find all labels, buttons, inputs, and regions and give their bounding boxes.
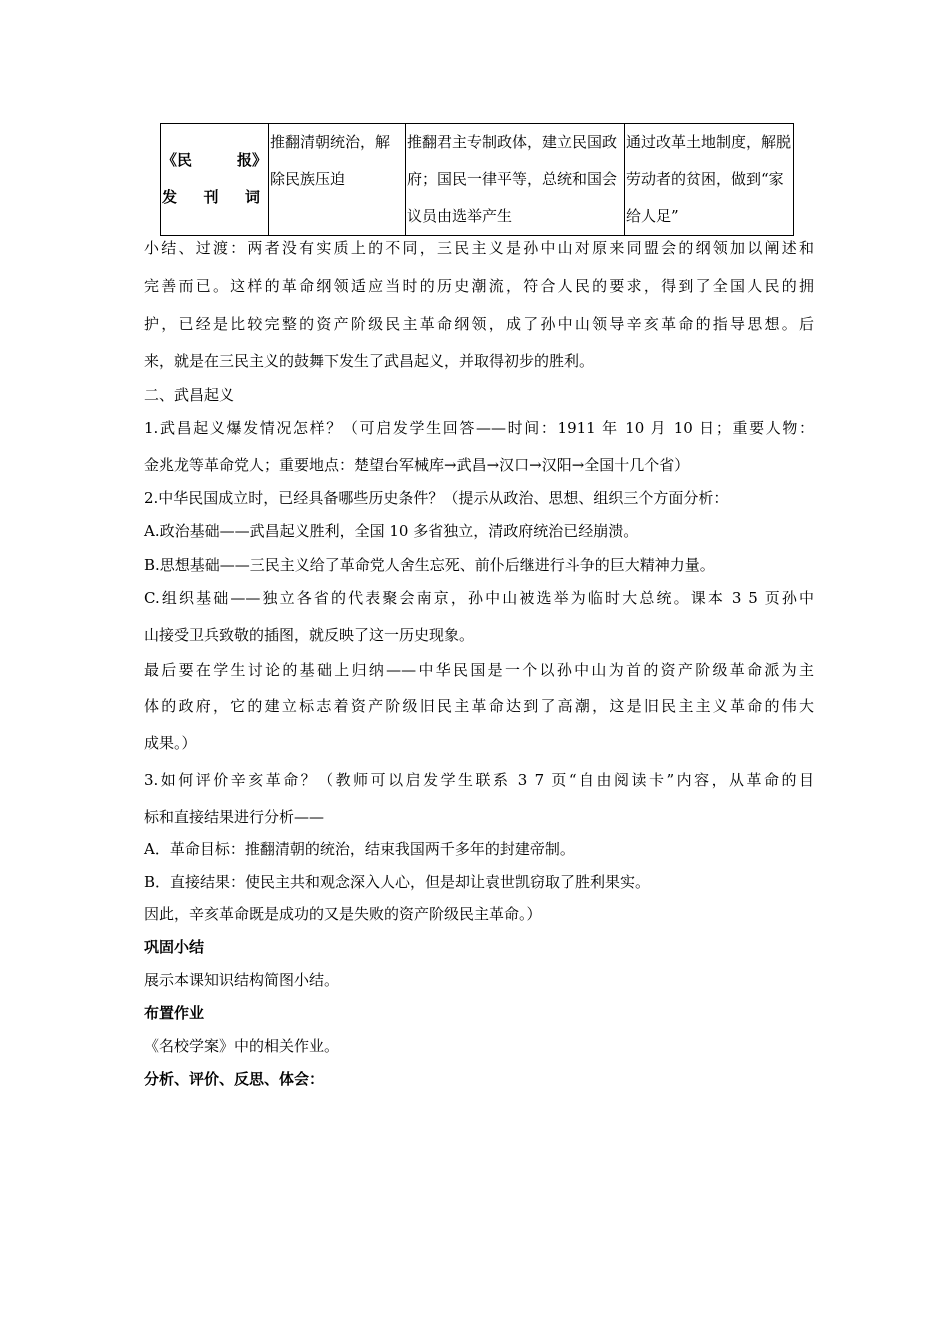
paragraph-line: 来，就是在三民主义的鼓舞下发生了武昌起义，并取得初步的胜利。 — [144, 352, 595, 370]
paragraph-line: 2.中华民国成立时，已经具备哪些历史条件？（提示从政治、思想、组织三个方面分析： — [144, 489, 729, 507]
paragraph-line: 护，已经是比较完整的资产阶级民主革命纲领，成了孙中山领导辛亥革命的指导思想。后 — [144, 315, 814, 333]
paragraph-line: 《名校学案》中的相关作业。 — [144, 1037, 340, 1055]
section-heading: 分析、评价、反思、体会： — [144, 1070, 325, 1088]
section-heading: 巩固小结 — [144, 938, 205, 956]
paragraph-line: B．直接结果：使民主共和观念深入人心，但是却让袁世凯窃取了胜利果实。 — [144, 873, 651, 891]
paragraph-line: 因此，辛亥革命既是成功的又是失败的资产阶级民主革命。） — [144, 905, 542, 923]
table-cell-title — [161, 124, 269, 236]
paragraph-line: 山接受卫兵致敬的插图，就反映了这一历史现象。 — [144, 626, 475, 644]
table-cell-democracy — [406, 124, 625, 236]
paragraph-line: 金兆龙等革命党人；重要地点：楚望台军械库→武昌→汉口→汉阳→全国十几个省） — [144, 456, 690, 474]
paragraph-line: A.政治基础——武昌起义胜利，全国 10 多省独立，清政府统治已经崩溃。 — [144, 522, 639, 540]
table-row — [161, 124, 794, 236]
title-part: 发 — [162, 188, 178, 206]
paragraph-line: 1.武昌起义爆发情况怎样？（可启发学生回答——时间：1911 年 10 月 10 日；重要人物： — [144, 419, 814, 437]
cell-text: 通过改革土地制度，解脱劳动者的贫困，做到“家给人足” — [626, 133, 792, 225]
paragraph-line: 最后要在学生讨论的基础上归纳——中华民国是一个以孙中山为首的资产阶级革命派为主 — [144, 661, 814, 679]
title-part: 词 — [244, 188, 260, 206]
paragraph-line: C.组织基础——独立各省的代表聚会南京，孙中山被选举为临时大总统。课本 3 5 页孙中 — [144, 589, 814, 607]
title-part: 《民 — [162, 151, 193, 169]
title-line-2 — [162, 179, 260, 216]
paragraph-line: B.思想基础——三民主义给了革命党人舍生忘死、前仆后继进行斗争的巨大精神力量。 — [144, 556, 715, 574]
title-line-1 — [162, 142, 267, 179]
title-part: 报》 — [236, 151, 267, 169]
table-cell-nationalism — [269, 124, 406, 236]
cell-text: 推翻君主专制政体，建立民国政府；国民一律平等，总统和国会议员由选举产生 — [407, 133, 618, 225]
title-part: 刊 — [203, 188, 219, 206]
section-heading: 二、武昌起义 — [144, 386, 235, 404]
paragraph-line: A．革命目标：推翻清朝的统治，结束我国两千多年的封建帝制。 — [144, 840, 575, 858]
paragraph-line: 完善而已。这样的革命纲领适应当时的历史潮流，符合人民的要求，得到了全国人民的拥 — [144, 277, 814, 295]
paragraph-line: 体的政府，它的建立标志着资产阶级旧民主革命达到了高潮，这是旧民主主义革命的伟大 — [144, 697, 814, 715]
table-cell-livelihood — [625, 124, 794, 236]
paragraph-line: 成果。） — [144, 734, 197, 752]
paragraph-line: 3.如何评价辛亥革命？（教师可以启发学生联系 3 7 页“自由阅读卡”内容，从革命的目 — [144, 771, 814, 789]
paragraph-line: 展示本课知识结构简图小结。 — [144, 971, 340, 989]
paragraph-line: 标和直接结果进行分析—— — [144, 808, 325, 826]
program-comparison-table — [160, 123, 794, 236]
paragraph-line: 小结、过渡：两者没有实质上的不同，三民主义是孙中山对原来同盟会的纲领加以阐述和 — [144, 239, 814, 257]
cell-text: 推翻清朝统治，解除民族压迫 — [270, 133, 391, 188]
section-heading: 布置作业 — [144, 1004, 205, 1022]
